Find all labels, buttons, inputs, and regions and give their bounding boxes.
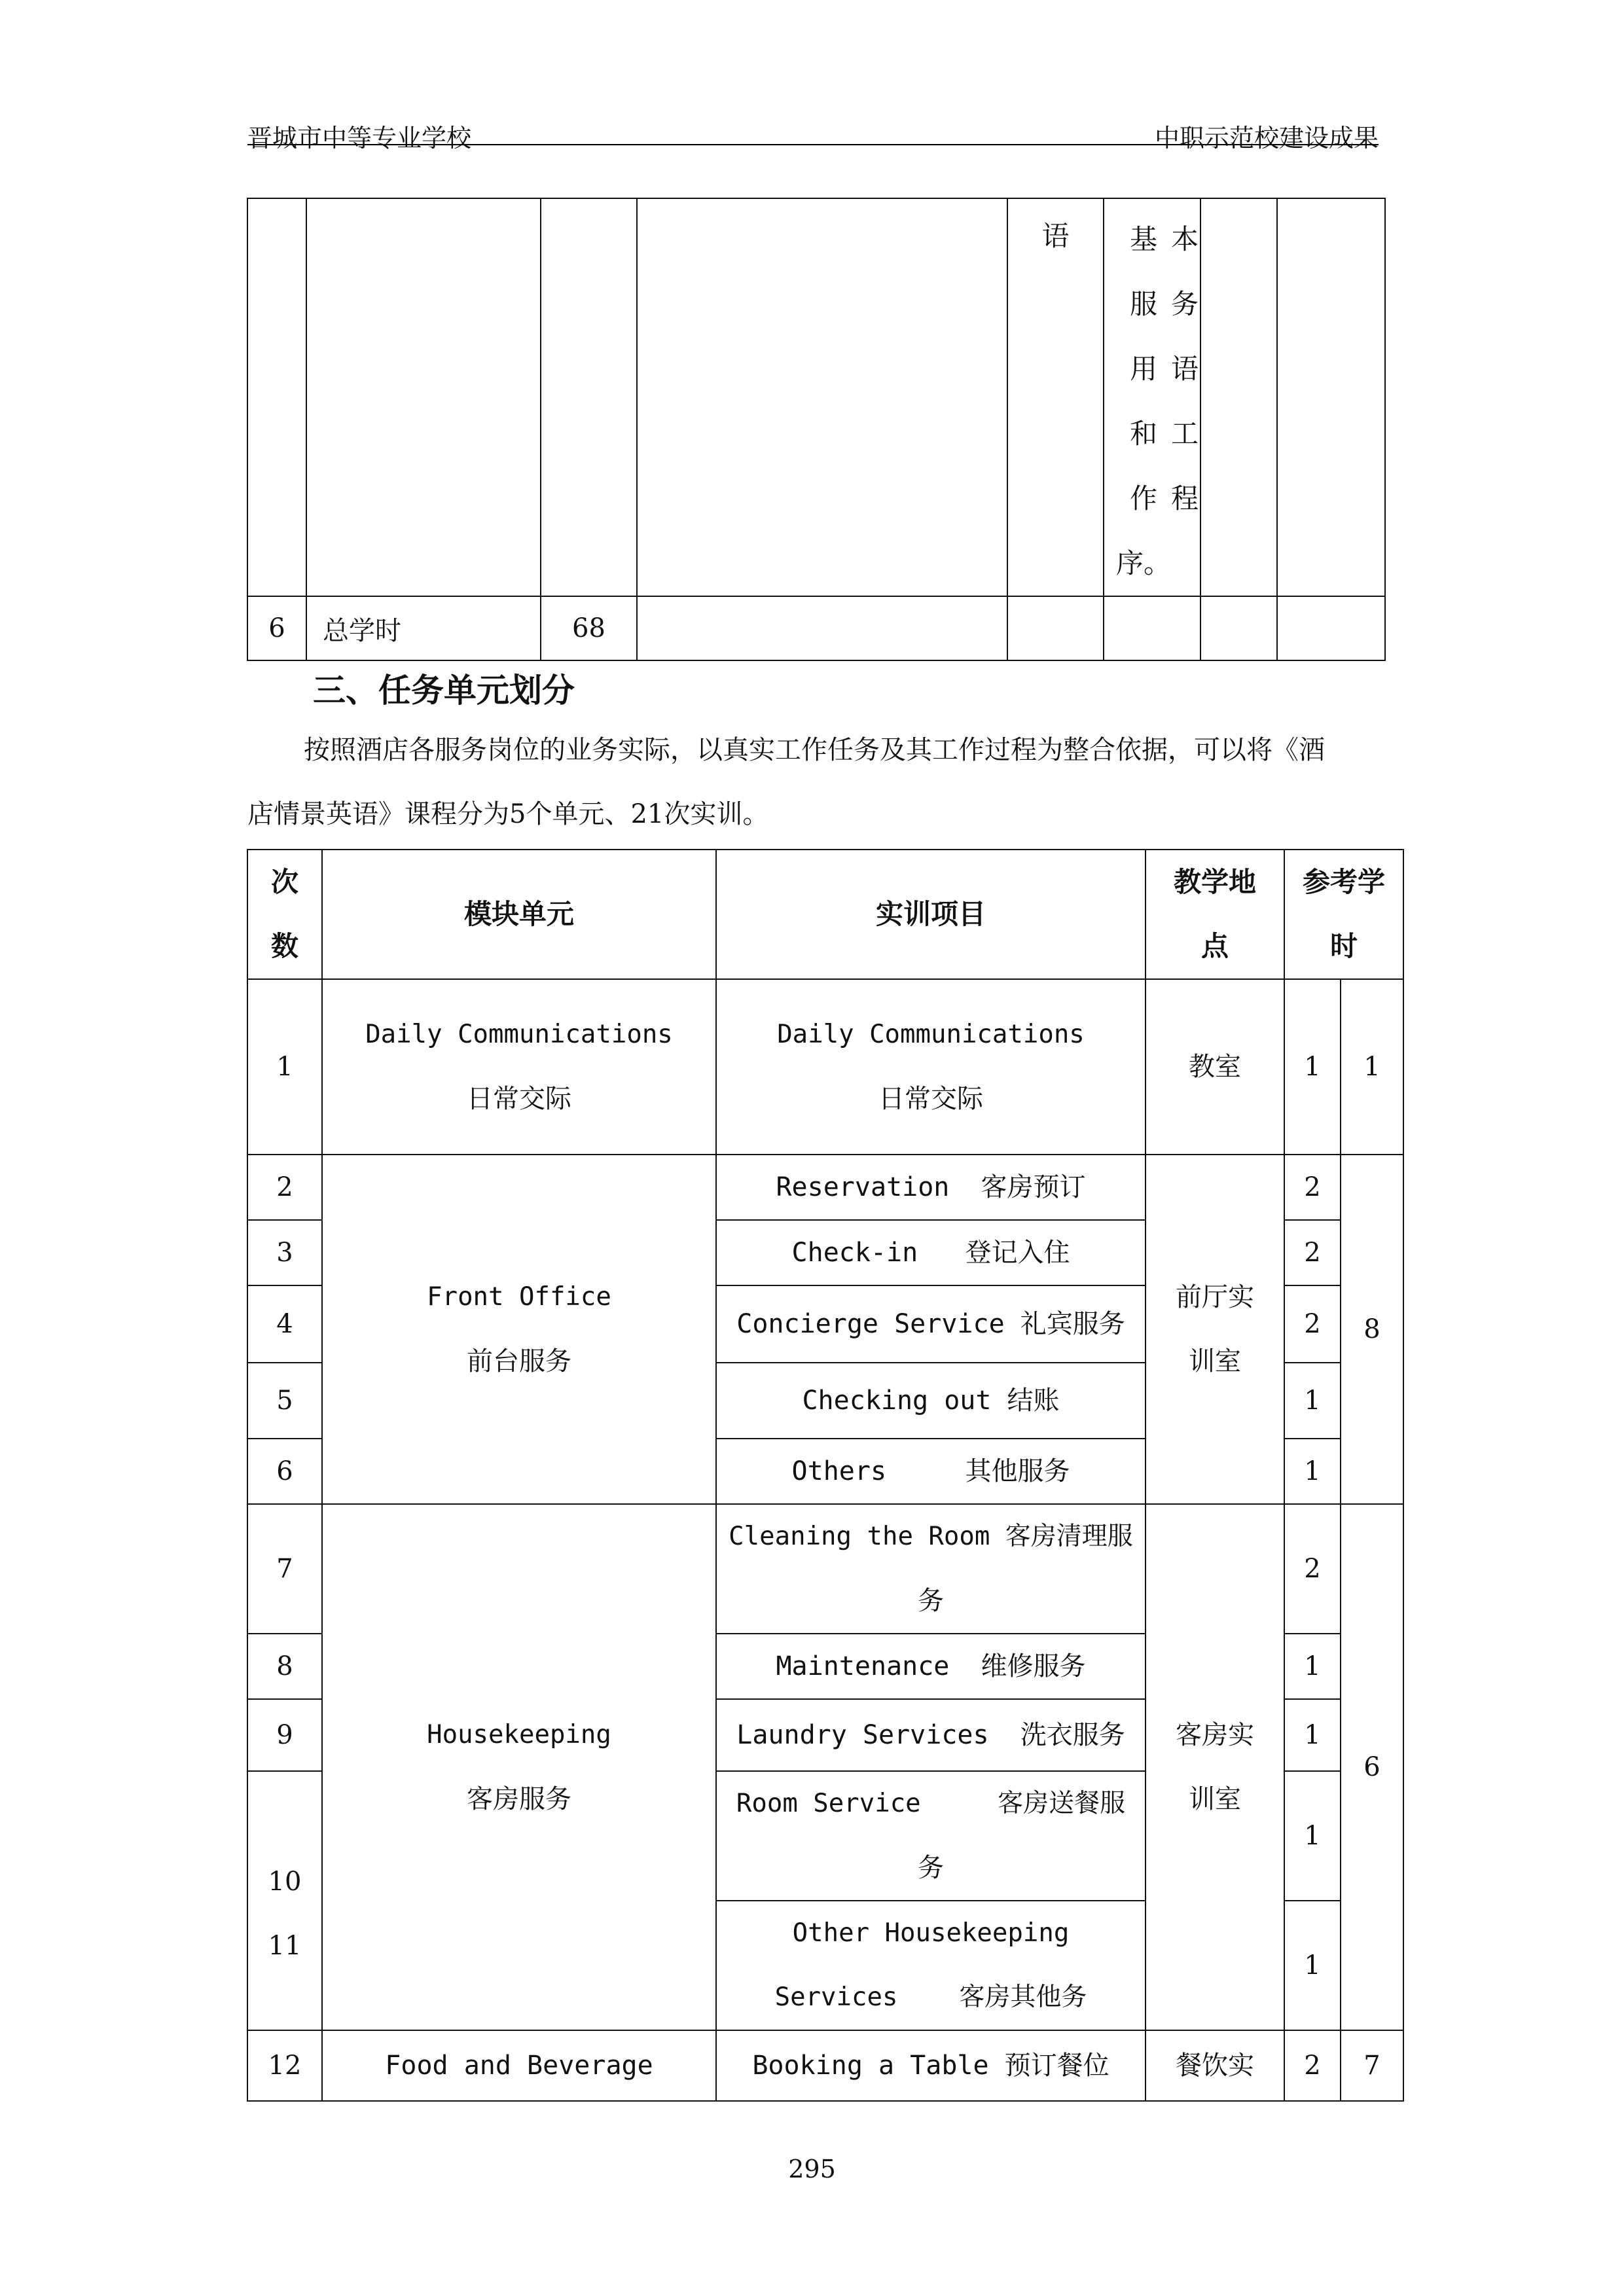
project-cell: Checking out 结账 (716, 1363, 1146, 1439)
project-hours: 2 (1284, 1504, 1341, 1634)
module-cell: Food and Beverage (322, 2030, 716, 2101)
units-table (247, 849, 1404, 2102)
project-hours: 2 (1284, 2030, 1341, 2101)
units-table-header (247, 850, 1403, 979)
project-hours: 1 (1284, 1699, 1341, 1771)
project-cell: Room Service 客房送餐服 务 (716, 1771, 1146, 1901)
project-cell: Other Housekeeping Services 客房其他务 (716, 1901, 1146, 2030)
project-cell: Concierge Service 礼宾服务 (716, 1285, 1146, 1363)
table-row (247, 2030, 1403, 2101)
header-hours: 参考学 时 (1284, 850, 1403, 979)
project-hours: 2 (1284, 1220, 1341, 1285)
continued-col7-cell (1104, 198, 1200, 596)
header-place: 教学地 点 (1146, 850, 1284, 979)
module-cell-front-office: Front Office 前台服务 (322, 1155, 716, 1504)
place-cell-housekeeping: 客房实 训室 (1146, 1504, 1284, 2030)
total-row-number: 6 (247, 596, 306, 660)
header-document-title: 中职示范校建设成果 (1154, 124, 1379, 152)
project-hours: 1 (1284, 1634, 1341, 1699)
header-project: 实训项目 (716, 850, 1146, 979)
project-cell: Cleaning the Room 客房清理服 务 (716, 1504, 1146, 1634)
total-hours-row (247, 596, 1385, 660)
header-school-name: 晋城市中等专业学校 (247, 124, 472, 152)
row-number: 5 (247, 1363, 322, 1439)
project-hours: 1 (1284, 1771, 1341, 1901)
unit-hours-front-office: 8 (1341, 1155, 1403, 1504)
module-cell: Daily Communications 日常交际 (322, 979, 716, 1155)
place-cell-front-office: 前厅实 训室 (1146, 1155, 1284, 1504)
project-hours: 2 (1284, 1285, 1341, 1363)
row-number: 8 (247, 1634, 322, 1699)
intro-paragraph-line2: 店情景英语》课程分为5个单元、21次实训。 (247, 799, 769, 829)
project-cell: Reservation 客房预订 (716, 1155, 1146, 1220)
table-row (247, 1504, 1403, 1634)
place-cell: 教室 (1146, 979, 1284, 1155)
header-number: 次 数 (247, 850, 322, 979)
page-number: 295 (788, 2155, 836, 2183)
project-cell: Laundry Services 洗衣服务 (716, 1699, 1146, 1771)
header-rule (247, 144, 1379, 145)
module-cell-housekeeping: Housekeeping 客房服务 (322, 1504, 716, 2030)
project-hours: 1 (1284, 1901, 1341, 2030)
project-cell: Daily Communications 日常交际 (716, 979, 1146, 1155)
row-number: 1 (247, 979, 322, 1155)
row-number: 12 (247, 2030, 322, 2101)
row-number: 3 (247, 1220, 322, 1285)
project-hours: 2 (1284, 1155, 1341, 1220)
unit-hours: 1 (1341, 979, 1403, 1155)
project-cell: Check-in 登记入住 (716, 1220, 1146, 1285)
place-cell: 餐饮实 (1146, 2030, 1284, 2101)
unit-hours-housekeeping: 6 (1341, 1504, 1403, 2030)
continued-col7-text: 基 本 服 务 用 语 和 工 作 程 序。 (1116, 223, 1199, 579)
total-row-hours: 68 (541, 596, 637, 660)
header-module: 模块单元 (322, 850, 716, 979)
project-cell: Maintenance 维修服务 (716, 1634, 1146, 1699)
project-cell: Others 其他服务 (716, 1439, 1146, 1504)
continued-row (247, 198, 1385, 596)
table-row (247, 1155, 1403, 1220)
intro-paragraph-line1: 按照酒店各服务岗位的业务实际，以真实工作任务及其工作过程为整合依据，可以将《酒 (304, 735, 1325, 765)
row-number: 9 (247, 1699, 322, 1771)
project-cell: Booking a Table 预订餐位 (716, 2030, 1146, 2101)
project-hours: 1 (1284, 979, 1341, 1155)
project-hours: 1 (1284, 1363, 1341, 1439)
row-number: 2 (247, 1155, 322, 1220)
project-hours: 1 (1284, 1439, 1341, 1504)
row-number: 7 (247, 1504, 322, 1634)
row-number: 6 (247, 1439, 322, 1504)
continued-course-table (247, 198, 1386, 661)
table-row (247, 979, 1403, 1155)
row-number-merged: 10 11 (247, 1771, 322, 2030)
continued-col6-text: 语 (1007, 198, 1104, 596)
row-number: 4 (247, 1285, 322, 1363)
section-title: 三、任务单元划分 (313, 672, 575, 709)
unit-hours: 7 (1341, 2030, 1403, 2101)
total-row-label: 总学时 (306, 596, 541, 660)
